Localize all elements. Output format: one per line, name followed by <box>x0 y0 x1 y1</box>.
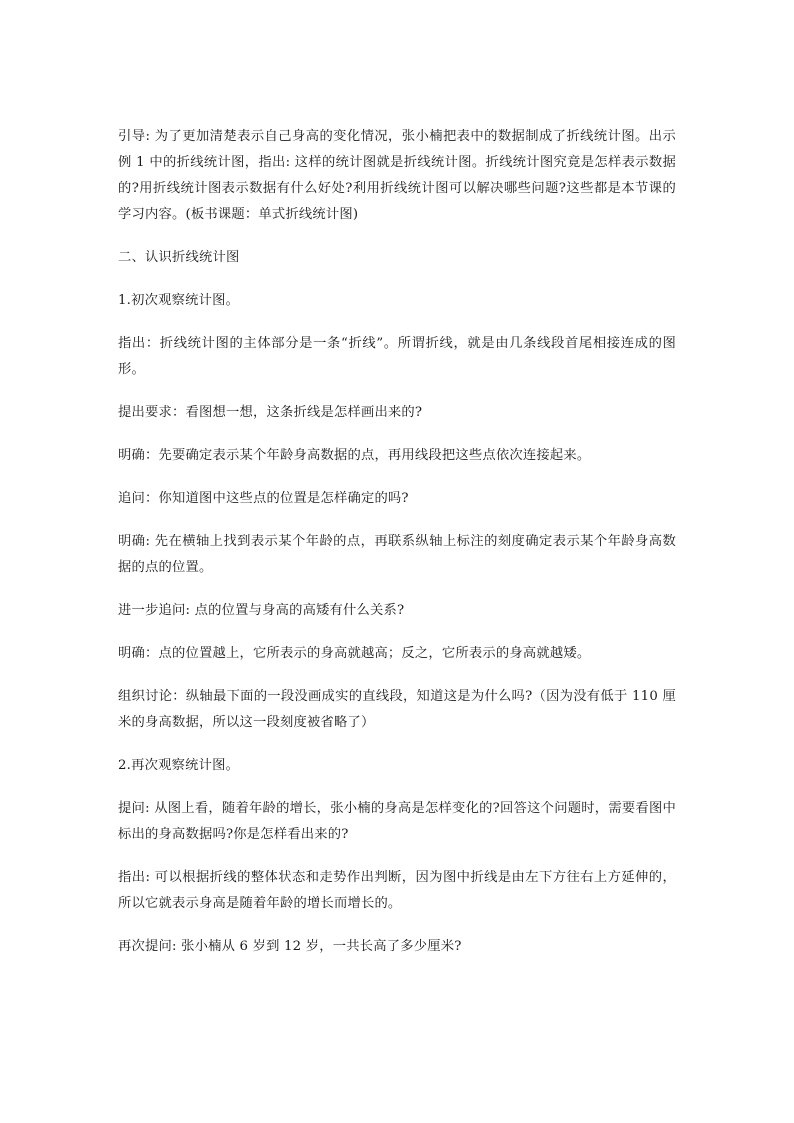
paragraph-further-question: 进一步追问: 点的位置与身高的高矮有什么关系? <box>118 603 405 618</box>
paragraph-requirement: 提出要求：看图想一想，这条折线是怎样画出来的? <box>118 405 423 420</box>
paragraph-discussion: 组织讨论：纵轴最下面的一段没画成实的直线段，知道这是为什么吗?（因为没有低于 110 厘米的身高数据，所以这一段刻度被省略了） <box>118 689 676 730</box>
paragraph-clarify-points: 明确：先要确定表示某个年龄身高数据的点，再用线段把这些点依次连接起来。 <box>118 448 591 463</box>
paragraph-question-trend: 提问: 从图上看，随着年龄的增长，张小楠的身高是怎样变化的?回答这个问题时，需要看图中标出的身高数据吗?你是怎样看出来的? <box>118 801 676 842</box>
paragraph-clarify-height: 明确：点的位置越上，它所表示的身高就越高；反之，它所表示的身高就越矮。 <box>118 646 591 661</box>
paragraph-point-out-trend: 指出: 可以根据折线的整体状态和走势作出判断，因为图中折线是由左下方往右上方延伸的，所以它就表示身高是随着年龄的增长而增长的。 <box>118 870 676 911</box>
paragraph-question-growth: 再次提问: 张小楠从 6 岁到 12 岁，一共长高了多少厘米? <box>118 939 462 954</box>
paragraph-follow-up-question: 追问：你知道图中这些点的位置是怎样确定的吗? <box>118 491 409 506</box>
step-heading-second-observation: 2.再次观察统计图。 <box>118 758 240 773</box>
document-body <box>118 124 676 977</box>
paragraph-clarify-axes: 明确: 先在横轴上找到表示某个年龄的点，再联系纵轴上标注的刻度确定表示某个年龄身高数据的点的位置。 <box>118 534 676 575</box>
paragraph-introduction: 引导: 为了更加清楚表示自己身高的变化情况，张小楠把表中的数据制成了折线统计图。出示例 1 中的折线统计图，指出: 这样的统计图就是折线统计图。折线统计图究竟是怎样表示数据的?用折线统计图表示数据有什么好处?利用折线统计图可以解决哪些问题?这些都是本节课的学习内容。(板书课题：单式折线统计图) <box>118 129 676 222</box>
step-heading-first-observation: 1.初次观察统计图。 <box>118 293 240 308</box>
paragraph-point-out-polyline: 指出：折线统计图的主体部分是一条“折线”。所谓折线，就是由几条线段首尾相接连成的图形。 <box>118 336 676 377</box>
section-heading-recognize-line-chart: 二、认识折线统计图 <box>118 250 240 265</box>
